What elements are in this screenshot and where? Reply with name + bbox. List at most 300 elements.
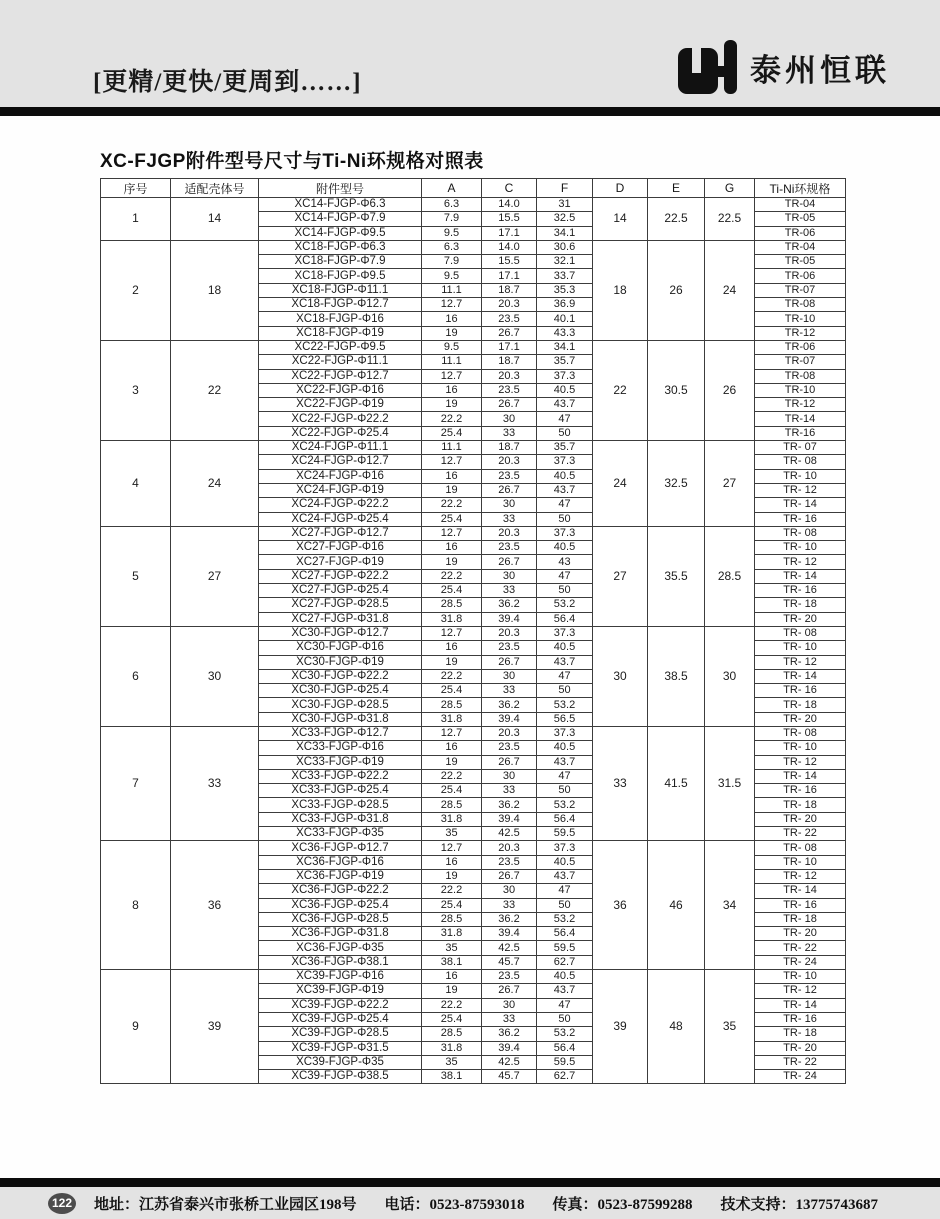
dim-c-cell: 20.3 [482, 726, 537, 740]
dim-c-cell: 20.3 [482, 455, 537, 469]
tr-spec-cell: TR- 14 [755, 498, 846, 512]
dim-c-cell: 26.7 [482, 655, 537, 669]
dim-c-cell: 17.1 [482, 226, 537, 240]
dim-d-cell: 22 [593, 340, 648, 440]
tr-spec-cell: TR- 10 [755, 741, 846, 755]
tr-spec-cell: TR-12 [755, 326, 846, 340]
dim-d-cell: 36 [593, 841, 648, 970]
column-header: G [705, 179, 755, 198]
footer-phone: 电话：0523-87593018 [384, 1196, 525, 1213]
dim-f-cell: 32.1 [537, 255, 593, 269]
dim-a-cell: 25.4 [422, 512, 482, 526]
dim-f-cell: 37.3 [537, 626, 593, 640]
tr-spec-cell: TR- 14 [755, 769, 846, 783]
footer-address: 地址：江苏省泰兴市张桥工业园区198号 [94, 1196, 357, 1213]
dim-f-cell: 37.3 [537, 455, 593, 469]
dim-c-cell: 26.7 [482, 398, 537, 412]
tr-spec-cell: TR-04 [755, 198, 846, 212]
tr-spec-cell: TR- 12 [755, 483, 846, 497]
table-header [101, 179, 846, 198]
top-divider [0, 107, 940, 116]
tr-spec-cell: TR- 18 [755, 598, 846, 612]
shell-cell: 33 [171, 726, 259, 840]
dim-a-cell: 25.4 [422, 784, 482, 798]
dim-a-cell: 11.1 [422, 283, 482, 297]
dim-f-cell: 53.2 [537, 598, 593, 612]
dim-f-cell: 37.3 [537, 841, 593, 855]
dim-f-cell: 50 [537, 512, 593, 526]
tr-spec-cell: TR- 24 [755, 1070, 846, 1084]
dim-f-cell: 37.3 [537, 726, 593, 740]
dim-f-cell: 56.5 [537, 712, 593, 726]
dim-a-cell: 31.8 [422, 1041, 482, 1055]
dim-c-cell: 17.1 [482, 269, 537, 283]
dim-c-cell: 33 [482, 512, 537, 526]
dim-f-cell: 40.5 [537, 541, 593, 555]
dim-f-cell: 59.5 [537, 1055, 593, 1069]
dim-a-cell: 16 [422, 641, 482, 655]
model-cell: XC36-FJGP-Φ31.8 [259, 927, 422, 941]
tr-spec-cell: TR-06 [755, 226, 846, 240]
dim-c-cell: 33 [482, 684, 537, 698]
dim-c-cell: 23.5 [482, 469, 537, 483]
model-cell: XC30-FJGP-Φ31.8 [259, 712, 422, 726]
tr-spec-cell: TR- 20 [755, 812, 846, 826]
spec-table [100, 178, 846, 1084]
dim-a-cell: 16 [422, 312, 482, 326]
dim-c-cell: 20.3 [482, 626, 537, 640]
model-cell: XC39-FJGP-Φ25.4 [259, 1012, 422, 1026]
tr-spec-cell: TR- 10 [755, 855, 846, 869]
dim-a-cell: 12.7 [422, 841, 482, 855]
dim-a-cell: 16 [422, 541, 482, 555]
dim-f-cell: 59.5 [537, 941, 593, 955]
dim-c-cell: 20.3 [482, 841, 537, 855]
dim-a-cell: 35 [422, 941, 482, 955]
tr-spec-cell: TR- 16 [755, 684, 846, 698]
dim-f-cell: 35.3 [537, 283, 593, 297]
seq-cell: 5 [101, 526, 171, 626]
dim-a-cell: 19 [422, 555, 482, 569]
tr-spec-cell: TR-04 [755, 240, 846, 254]
table-body [101, 198, 846, 1084]
seq-cell: 4 [101, 441, 171, 527]
dim-f-cell: 50 [537, 684, 593, 698]
dim-a-cell: 6.3 [422, 198, 482, 212]
model-cell: XC27-FJGP-Φ19 [259, 555, 422, 569]
dim-a-cell: 9.5 [422, 269, 482, 283]
dim-f-cell: 43.7 [537, 483, 593, 497]
dim-a-cell: 22.2 [422, 884, 482, 898]
dim-c-cell: 36.2 [482, 912, 537, 926]
dim-f-cell: 50 [537, 898, 593, 912]
footer-fax: 传真：0523-87599288 [552, 1196, 693, 1213]
dim-a-cell: 19 [422, 869, 482, 883]
dim-f-cell: 53.2 [537, 912, 593, 926]
model-cell: XC27-FJGP-Φ31.8 [259, 612, 422, 626]
table-row [101, 841, 846, 855]
model-cell: XC39-FJGP-Φ31.5 [259, 1041, 422, 1055]
dim-c-cell: 23.5 [482, 312, 537, 326]
model-cell: XC39-FJGP-Φ35 [259, 1055, 422, 1069]
dim-g-cell: 30 [705, 626, 755, 726]
model-cell: XC18-FJGP-Φ11.1 [259, 283, 422, 297]
dim-f-cell: 43.7 [537, 869, 593, 883]
dim-e-cell: 32.5 [648, 441, 705, 527]
tr-spec-cell: TR- 22 [755, 1055, 846, 1069]
dim-c-cell: 18.7 [482, 283, 537, 297]
dim-f-cell: 43.7 [537, 398, 593, 412]
dim-d-cell: 24 [593, 441, 648, 527]
dim-c-cell: 23.5 [482, 541, 537, 555]
model-cell: XC24-FJGP-Φ16 [259, 469, 422, 483]
model-cell: XC22-FJGP-Φ11.1 [259, 355, 422, 369]
model-cell: XC36-FJGP-Φ12.7 [259, 841, 422, 855]
tr-spec-cell: TR-05 [755, 212, 846, 226]
tr-spec-cell: TR-12 [755, 398, 846, 412]
dim-c-cell: 26.7 [482, 326, 537, 340]
dim-f-cell: 59.5 [537, 827, 593, 841]
dim-e-cell: 46 [648, 841, 705, 970]
dim-a-cell: 35 [422, 1055, 482, 1069]
model-cell: XC14-FJGP-Φ7.9 [259, 212, 422, 226]
dim-c-cell: 23.5 [482, 383, 537, 397]
column-header: 附件型号 [259, 179, 422, 198]
table-row [101, 441, 846, 455]
tr-spec-cell: TR- 14 [755, 569, 846, 583]
dim-f-cell: 47 [537, 884, 593, 898]
tr-spec-cell: TR- 12 [755, 984, 846, 998]
dim-c-cell: 33 [482, 1012, 537, 1026]
dim-f-cell: 47 [537, 669, 593, 683]
dim-f-cell: 53.2 [537, 698, 593, 712]
dim-f-cell: 35.7 [537, 355, 593, 369]
tr-spec-cell: TR- 08 [755, 526, 846, 540]
tr-spec-cell: TR- 16 [755, 1012, 846, 1026]
model-cell: XC39-FJGP-Φ16 [259, 970, 422, 984]
dim-c-cell: 18.7 [482, 355, 537, 369]
tr-spec-cell: TR- 20 [755, 712, 846, 726]
seq-cell: 1 [101, 198, 171, 241]
model-cell: XC36-FJGP-Φ38.1 [259, 955, 422, 969]
dim-f-cell: 37.3 [537, 526, 593, 540]
dim-f-cell: 31 [537, 198, 593, 212]
model-cell: XC36-FJGP-Φ25.4 [259, 898, 422, 912]
dim-c-cell: 36.2 [482, 798, 537, 812]
tr-spec-cell: TR- 16 [755, 584, 846, 598]
dim-c-cell: 42.5 [482, 941, 537, 955]
dim-a-cell: 19 [422, 755, 482, 769]
dim-a-cell: 28.5 [422, 598, 482, 612]
dim-c-cell: 26.7 [482, 869, 537, 883]
model-cell: XC30-FJGP-Φ28.5 [259, 698, 422, 712]
dim-c-cell: 39.4 [482, 927, 537, 941]
dim-a-cell: 7.9 [422, 212, 482, 226]
dim-f-cell: 34.1 [537, 340, 593, 354]
dim-c-cell: 36.2 [482, 598, 537, 612]
dim-f-cell: 40.5 [537, 383, 593, 397]
dim-g-cell: 35 [705, 970, 755, 1084]
dim-c-cell: 36.2 [482, 698, 537, 712]
tr-spec-cell: TR- 24 [755, 955, 846, 969]
shell-cell: 36 [171, 841, 259, 970]
model-cell: XC27-FJGP-Φ25.4 [259, 584, 422, 598]
tr-spec-cell: TR- 14 [755, 998, 846, 1012]
shell-cell: 27 [171, 526, 259, 626]
dim-f-cell: 40.5 [537, 469, 593, 483]
dim-e-cell: 38.5 [648, 626, 705, 726]
dim-c-cell: 30 [482, 498, 537, 512]
brand-logo [678, 40, 890, 94]
dim-a-cell: 35 [422, 827, 482, 841]
dim-c-cell: 30 [482, 998, 537, 1012]
tr-spec-cell: TR- 20 [755, 1041, 846, 1055]
dim-a-cell: 11.1 [422, 441, 482, 455]
dim-a-cell: 6.3 [422, 240, 482, 254]
tr-spec-cell: TR- 18 [755, 912, 846, 926]
lh-logo-icon [678, 40, 740, 94]
tr-spec-cell: TR-16 [755, 426, 846, 440]
dim-g-cell: 31.5 [705, 726, 755, 840]
dim-c-cell: 23.5 [482, 741, 537, 755]
model-cell: XC39-FJGP-Φ28.5 [259, 1027, 422, 1041]
seq-cell: 7 [101, 726, 171, 840]
dim-f-cell: 62.7 [537, 1070, 593, 1084]
model-cell: XC30-FJGP-Φ12.7 [259, 626, 422, 640]
dim-f-cell: 47 [537, 498, 593, 512]
dim-d-cell: 14 [593, 198, 648, 241]
header-slogan: [更精/更快/更周到……] [93, 69, 362, 96]
model-cell: XC33-FJGP-Φ16 [259, 741, 422, 755]
dim-a-cell: 22.2 [422, 498, 482, 512]
column-header: 序号 [101, 179, 171, 198]
tr-spec-cell: TR- 20 [755, 612, 846, 626]
dim-d-cell: 27 [593, 526, 648, 626]
model-cell: XC36-FJGP-Φ16 [259, 855, 422, 869]
model-cell: XC30-FJGP-Φ19 [259, 655, 422, 669]
model-cell: XC18-FJGP-Φ16 [259, 312, 422, 326]
dim-f-cell: 40.5 [537, 970, 593, 984]
table-row [101, 526, 846, 540]
model-cell: XC22-FJGP-Φ25.4 [259, 426, 422, 440]
shell-cell: 14 [171, 198, 259, 241]
shell-cell: 24 [171, 441, 259, 527]
model-cell: XC18-FJGP-Φ7.9 [259, 255, 422, 269]
model-cell: XC24-FJGP-Φ11.1 [259, 441, 422, 455]
dim-c-cell: 26.7 [482, 555, 537, 569]
bottom-divider [0, 1178, 940, 1187]
dim-c-cell: 15.5 [482, 255, 537, 269]
dim-f-cell: 43.7 [537, 755, 593, 769]
tr-spec-cell: TR-14 [755, 412, 846, 426]
tr-spec-cell: TR- 14 [755, 884, 846, 898]
dim-a-cell: 16 [422, 383, 482, 397]
dim-a-cell: 16 [422, 741, 482, 755]
model-cell: XC39-FJGP-Φ19 [259, 984, 422, 998]
dim-a-cell: 22.2 [422, 998, 482, 1012]
dim-f-cell: 37.3 [537, 369, 593, 383]
table-row [101, 970, 846, 984]
tr-spec-cell: TR- 12 [755, 555, 846, 569]
model-cell: XC39-FJGP-Φ22.2 [259, 998, 422, 1012]
dim-f-cell: 56.4 [537, 612, 593, 626]
dim-a-cell: 19 [422, 326, 482, 340]
tr-spec-cell: TR- 10 [755, 469, 846, 483]
dim-a-cell: 16 [422, 469, 482, 483]
dim-f-cell: 53.2 [537, 1027, 593, 1041]
dim-a-cell: 7.9 [422, 255, 482, 269]
model-cell: XC30-FJGP-Φ16 [259, 641, 422, 655]
dim-a-cell: 25.4 [422, 1012, 482, 1026]
tr-spec-cell: TR-06 [755, 340, 846, 354]
table-row [101, 626, 846, 640]
model-cell: XC36-FJGP-Φ35 [259, 941, 422, 955]
dim-c-cell: 20.3 [482, 369, 537, 383]
dim-e-cell: 22.5 [648, 198, 705, 241]
column-header: C [482, 179, 537, 198]
model-cell: XC33-FJGP-Φ31.8 [259, 812, 422, 826]
dim-c-cell: 23.5 [482, 855, 537, 869]
tr-spec-cell: TR- 18 [755, 1027, 846, 1041]
dim-f-cell: 40.5 [537, 855, 593, 869]
dim-f-cell: 50 [537, 584, 593, 598]
seq-cell: 2 [101, 240, 171, 340]
model-cell: XC30-FJGP-Φ22.2 [259, 669, 422, 683]
dim-a-cell: 31.8 [422, 927, 482, 941]
seq-cell: 6 [101, 626, 171, 726]
model-cell: XC30-FJGP-Φ25.4 [259, 684, 422, 698]
tr-spec-cell: TR- 22 [755, 827, 846, 841]
model-cell: XC18-FJGP-Φ9.5 [259, 269, 422, 283]
dim-a-cell: 28.5 [422, 798, 482, 812]
dim-a-cell: 19 [422, 984, 482, 998]
dim-e-cell: 41.5 [648, 726, 705, 840]
shell-cell: 22 [171, 340, 259, 440]
tr-spec-cell: TR- 18 [755, 798, 846, 812]
tr-spec-cell: TR- 14 [755, 669, 846, 683]
shell-cell: 39 [171, 970, 259, 1084]
tr-spec-cell: TR-08 [755, 369, 846, 383]
dim-f-cell: 40.5 [537, 741, 593, 755]
table-row [101, 340, 846, 354]
dim-a-cell: 11.1 [422, 355, 482, 369]
dim-g-cell: 28.5 [705, 526, 755, 626]
dim-c-cell: 30 [482, 884, 537, 898]
dim-c-cell: 39.4 [482, 612, 537, 626]
dim-a-cell: 22.2 [422, 412, 482, 426]
model-cell: XC14-FJGP-Φ9.5 [259, 226, 422, 240]
dim-a-cell: 38.1 [422, 955, 482, 969]
dim-c-cell: 45.7 [482, 955, 537, 969]
dim-c-cell: 33 [482, 784, 537, 798]
dim-a-cell: 22.2 [422, 569, 482, 583]
model-cell: XC36-FJGP-Φ28.5 [259, 912, 422, 926]
dim-c-cell: 18.7 [482, 441, 537, 455]
tr-spec-cell: TR- 10 [755, 970, 846, 984]
dim-f-cell: 43 [537, 555, 593, 569]
dim-a-cell: 9.5 [422, 340, 482, 354]
dim-e-cell: 48 [648, 970, 705, 1084]
table-header-row [101, 179, 846, 198]
dim-a-cell: 28.5 [422, 912, 482, 926]
dim-c-cell: 39.4 [482, 812, 537, 826]
model-cell: XC36-FJGP-Φ22.2 [259, 884, 422, 898]
dim-c-cell: 17.1 [482, 340, 537, 354]
dim-d-cell: 39 [593, 970, 648, 1084]
dim-c-cell: 20.3 [482, 526, 537, 540]
dim-f-cell: 40.5 [537, 641, 593, 655]
tr-spec-cell: TR-08 [755, 298, 846, 312]
dim-f-cell: 50 [537, 426, 593, 440]
dim-c-cell: 30 [482, 669, 537, 683]
dim-a-cell: 25.4 [422, 584, 482, 598]
tr-spec-cell: TR-07 [755, 283, 846, 297]
model-cell: XC39-FJGP-Φ38.5 [259, 1070, 422, 1084]
shell-cell: 18 [171, 240, 259, 340]
column-header: A [422, 179, 482, 198]
model-cell: XC24-FJGP-Φ12.7 [259, 455, 422, 469]
model-cell: XC33-FJGP-Φ25.4 [259, 784, 422, 798]
tr-spec-cell: TR- 08 [755, 626, 846, 640]
dim-a-cell: 38.1 [422, 1070, 482, 1084]
dim-f-cell: 47 [537, 412, 593, 426]
tr-spec-cell: TR- 20 [755, 927, 846, 941]
tr-spec-cell: TR- 08 [755, 455, 846, 469]
dim-a-cell: 12.7 [422, 526, 482, 540]
dim-c-cell: 33 [482, 584, 537, 598]
column-header: 适配壳体号 [171, 179, 259, 198]
tr-spec-cell: TR-07 [755, 355, 846, 369]
dim-f-cell: 47 [537, 769, 593, 783]
tr-spec-cell: TR- 22 [755, 941, 846, 955]
table-row [101, 198, 846, 212]
dim-c-cell: 26.7 [482, 984, 537, 998]
dim-g-cell: 26 [705, 340, 755, 440]
dim-a-cell: 12.7 [422, 369, 482, 383]
dim-d-cell: 30 [593, 626, 648, 726]
model-cell: XC36-FJGP-Φ19 [259, 869, 422, 883]
tr-spec-cell: TR- 08 [755, 726, 846, 740]
tr-spec-cell: TR- 12 [755, 869, 846, 883]
content-area [0, 116, 940, 1084]
table-row [101, 726, 846, 740]
dim-a-cell: 28.5 [422, 1027, 482, 1041]
dim-g-cell: 34 [705, 841, 755, 970]
model-cell: XC33-FJGP-Φ35 [259, 827, 422, 841]
dim-a-cell: 19 [422, 483, 482, 497]
tr-spec-cell: TR- 12 [755, 655, 846, 669]
dim-a-cell: 16 [422, 855, 482, 869]
tr-spec-cell: TR- 10 [755, 641, 846, 655]
dim-f-cell: 32.5 [537, 212, 593, 226]
model-cell: XC33-FJGP-Φ22.2 [259, 769, 422, 783]
dim-c-cell: 30 [482, 569, 537, 583]
dim-g-cell: 27 [705, 441, 755, 527]
dim-f-cell: 62.7 [537, 955, 593, 969]
dim-a-cell: 31.8 [422, 812, 482, 826]
dim-a-cell: 12.7 [422, 626, 482, 640]
footer-bar [0, 1187, 940, 1219]
dim-f-cell: 43.7 [537, 655, 593, 669]
tr-spec-cell: TR- 08 [755, 841, 846, 855]
dim-f-cell: 56.4 [537, 812, 593, 826]
tr-spec-cell: TR- 10 [755, 541, 846, 555]
dim-f-cell: 33.7 [537, 269, 593, 283]
dim-a-cell: 12.7 [422, 455, 482, 469]
model-cell: XC22-FJGP-Φ12.7 [259, 369, 422, 383]
dim-g-cell: 24 [705, 240, 755, 340]
dim-a-cell: 9.5 [422, 226, 482, 240]
